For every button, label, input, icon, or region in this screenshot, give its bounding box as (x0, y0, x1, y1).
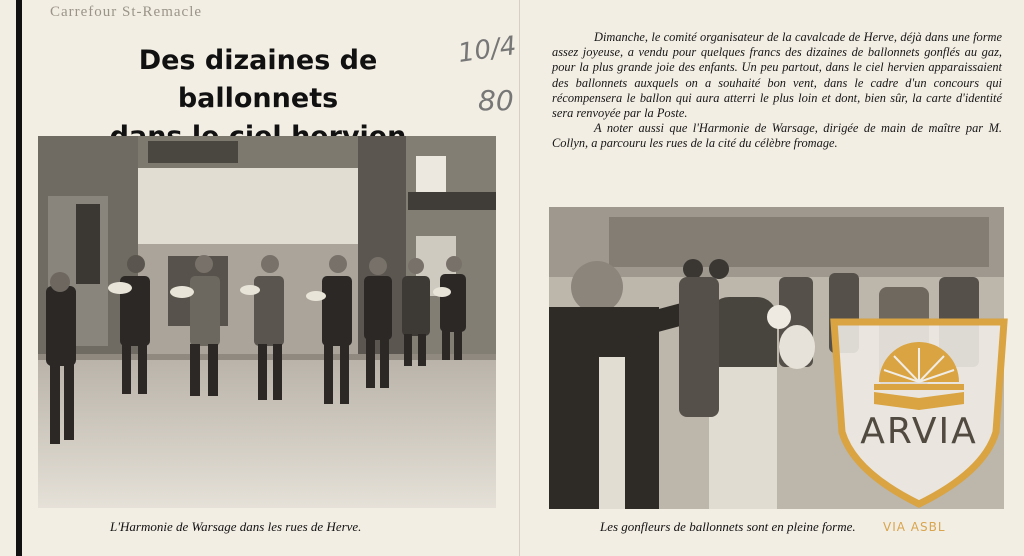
band-photo-illustration (38, 136, 496, 508)
fold-line (519, 0, 520, 556)
article-body (552, 30, 1002, 152)
headline-line-1: Des dizaines de ballonnets (138, 45, 378, 114)
watermark-text: VIA ASBL (883, 520, 946, 534)
handwritten-year: 80 (478, 84, 514, 117)
handwritten-date: 10/4 (456, 31, 519, 69)
band-photo-caption: L'Harmonie de Warsage dans les rues de Herve. (110, 519, 362, 534)
arvia-badge (824, 312, 1014, 510)
left-margin-rule (16, 0, 22, 556)
band-photo (38, 136, 496, 508)
balloon-photo-caption: Les gonfleurs de ballonnets sont en pleine forme. (600, 519, 856, 534)
masthead-fragment: Carrefour St-Remacle (50, 4, 203, 20)
article-paragraph-1: Dimanche, le comité organisateur de la cavalcade de Herve, déjà dans une forme assez joyeuse, a vendu pour quelques francs des dizaines de ballonnets gonflés au gaz, pour la plus grande joie des enfants. Un peu partout, dans le ciel hervien apparaissaient des ballonnets auxquels on a souhaité bon vent, dans le cadre d'un concours qui récompensera le ballon qui aura atterri le plus loin et dont, bien sûr, la carte d'identité sera renvoyée par la Poste. (552, 30, 1002, 121)
arvia-badge-text: ARVIA (860, 411, 978, 452)
article-paragraph-2: A noter aussi que l'Harmonie de Warsage, dirigée de main de maître par M. Collyn, a parcouru les rues de la cité du célèbre fromage. (552, 121, 1002, 151)
